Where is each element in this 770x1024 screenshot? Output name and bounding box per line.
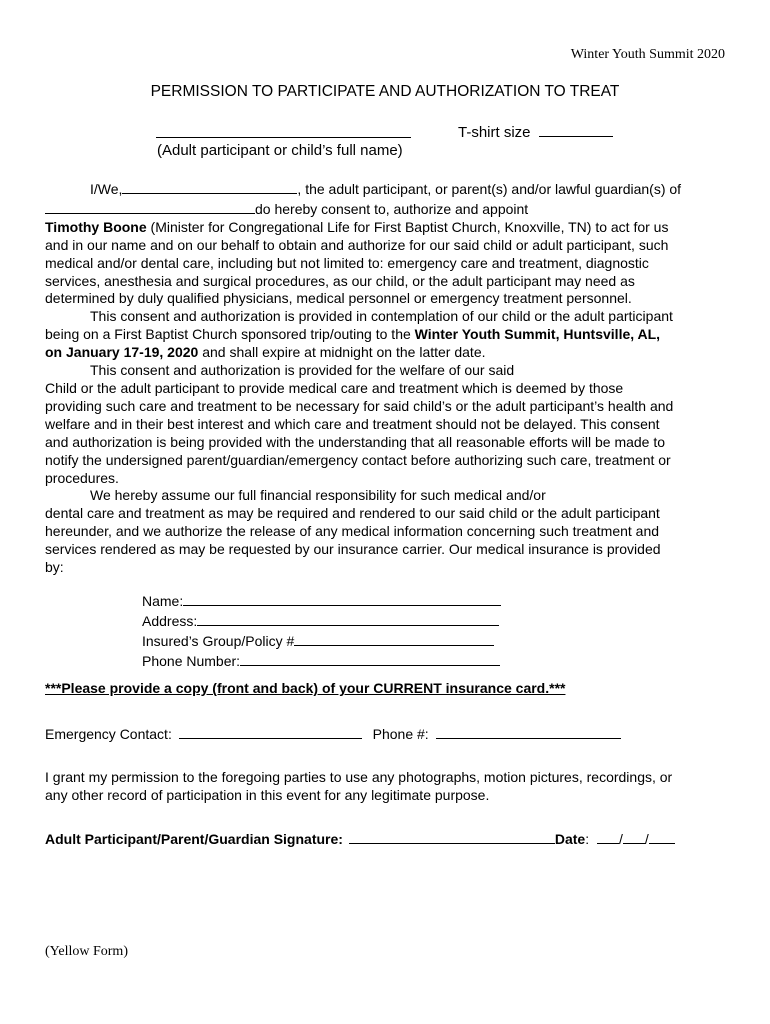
signature-label: Adult Participant/Parent/Guardian Signature:: [45, 831, 343, 847]
full-name-caption: (Adult participant or child’s full name): [157, 142, 403, 159]
welfare-line-1: This consent and authorization is provided for the welfare of our said: [90, 362, 515, 379]
welfare-line-3: providing such care and treatment to be necessary for said child’s or the adult participant’s health and: [45, 397, 674, 414]
contemplation-line-2: being on a First Baptist Church sponsored trip/outing to the: [45, 326, 415, 343]
appointee-name: Timothy Boone: [45, 218, 147, 235]
photo-line-2: any other record of participation in this event for any legitimate purpose.: [45, 786, 490, 803]
financial-line-5: by:: [45, 559, 64, 576]
consent-line-3: (Minister for Congregational Life for First Baptist Church, Knoxville, TN) to act for us: [146, 218, 669, 235]
consent-line-2: do hereby consent to, authorize and appoint: [255, 200, 529, 217]
financial-line-1: We hereby assume our full financial responsibility for such medical and/or: [90, 487, 546, 504]
insurance-group-field[interactable]: [294, 631, 494, 646]
welfare-line-7: procedures.: [45, 469, 119, 486]
date-slash-1: /: [618, 831, 623, 847]
child-name-field[interactable]: [45, 199, 255, 214]
full-name-field[interactable]: [156, 137, 411, 138]
insurance-phone-label: Phone Number:: [142, 652, 241, 669]
event-header: Winter Youth Summit 2020: [570, 47, 725, 62]
signature-field[interactable]: [349, 829, 555, 844]
insurance-name-label: Name:: [142, 593, 184, 609]
date-year-field[interactable]: [649, 829, 675, 844]
insurance-block: [142, 591, 501, 671]
insurance-card-note: ***Please provide a copy (front and back) of your CURRENT insurance card.***: [45, 680, 566, 696]
signature-row: [45, 829, 675, 847]
insurance-address-label: Address:: [142, 612, 198, 629]
form-title: PERMISSION TO PARTICIPATE AND AUTHORIZATION TO TREAT: [150, 83, 620, 100]
emergency-phone-label: Phone #:: [372, 726, 429, 742]
welfare-line-5: and authorization is being provided with the understanding that all reasonable efforts will be made to: [45, 433, 666, 450]
consent-line-1a: I/We,: [90, 181, 123, 197]
emergency-contact-row: [45, 724, 621, 742]
insurance-address-field[interactable]: [197, 611, 499, 626]
consent-line-1b: , the adult participant, or parent(s) and/or lawful guardian(s) of: [297, 181, 682, 197]
consent-line-5: medical and/or dental care, including but not limited to: emergency care and treatment, diagnostic: [45, 254, 649, 271]
guardian-name-field[interactable]: [122, 179, 297, 194]
date-label: Date: [554, 831, 586, 847]
consent-paragraph: [45, 179, 735, 577]
financial-line-3: hereunder, and we authorize the release of any medical information concerning such treatment and: [45, 523, 660, 540]
date-month-field[interactable]: [597, 829, 619, 844]
emergency-contact-field[interactable]: [179, 724, 362, 739]
tshirt-size-row: [458, 122, 613, 141]
emergency-contact-label: Emergency Contact:: [45, 726, 172, 742]
consent-line-4: and in our name and on our behalf to obtain and authorize for our said child or adult participant, such: [45, 236, 669, 253]
insurance-phone-field[interactable]: [240, 651, 500, 666]
date-colon: :: [585, 831, 590, 847]
event-dates: on January 17-19, 2020: [45, 344, 199, 361]
consent-line-7: determined by duly qualified physicians, medical personnel or emergency treatment personnel.: [45, 290, 632, 307]
financial-line-2: dental care and treatment as may be required and rendered to our said child or the adult participant: [45, 505, 660, 522]
emergency-phone-field[interactable]: [436, 724, 621, 739]
event-location: Winter Youth Summit, Huntsville, AL,: [414, 326, 661, 343]
tshirt-size-label: T-shirt size: [458, 124, 531, 141]
date-day-field[interactable]: [623, 829, 645, 844]
insurance-name-field[interactable]: [183, 591, 501, 606]
welfare-line-6: notify the undersigned parent/guardian/emergency contact before authorizing such care, treatment or: [45, 451, 671, 468]
consent-line-6: services, anesthesia and surgical procedures, as our child, or the adult participant may need as: [45, 272, 635, 289]
financial-line-4: services rendered as may be requested by our insurance carrier. Our medical insurance is provided: [45, 541, 661, 558]
date-slash-2: /: [644, 831, 649, 847]
welfare-line-4: welfare and in their best interest and which care and treatment should not be delayed. This consent: [45, 415, 660, 432]
photo-permission: [45, 769, 735, 805]
contemplation-line-3: and shall expire at midnight on the latter date.: [198, 344, 486, 361]
insurance-group-label: Insured’s Group/Policy #: [142, 632, 295, 649]
tshirt-size-field[interactable]: [539, 122, 613, 137]
contemplation-line-1: This consent and authorization is provided in contemplation of our child or the adult participant: [90, 308, 673, 325]
welfare-line-2: Child or the adult participant to provide medical care and treatment which is deemed by those: [45, 379, 624, 396]
photo-line-1: I grant my permission to the foregoing parties to use any photographs, motion pictures, recordings, or: [45, 769, 673, 785]
form-color-footer: (Yellow Form): [45, 944, 128, 959]
